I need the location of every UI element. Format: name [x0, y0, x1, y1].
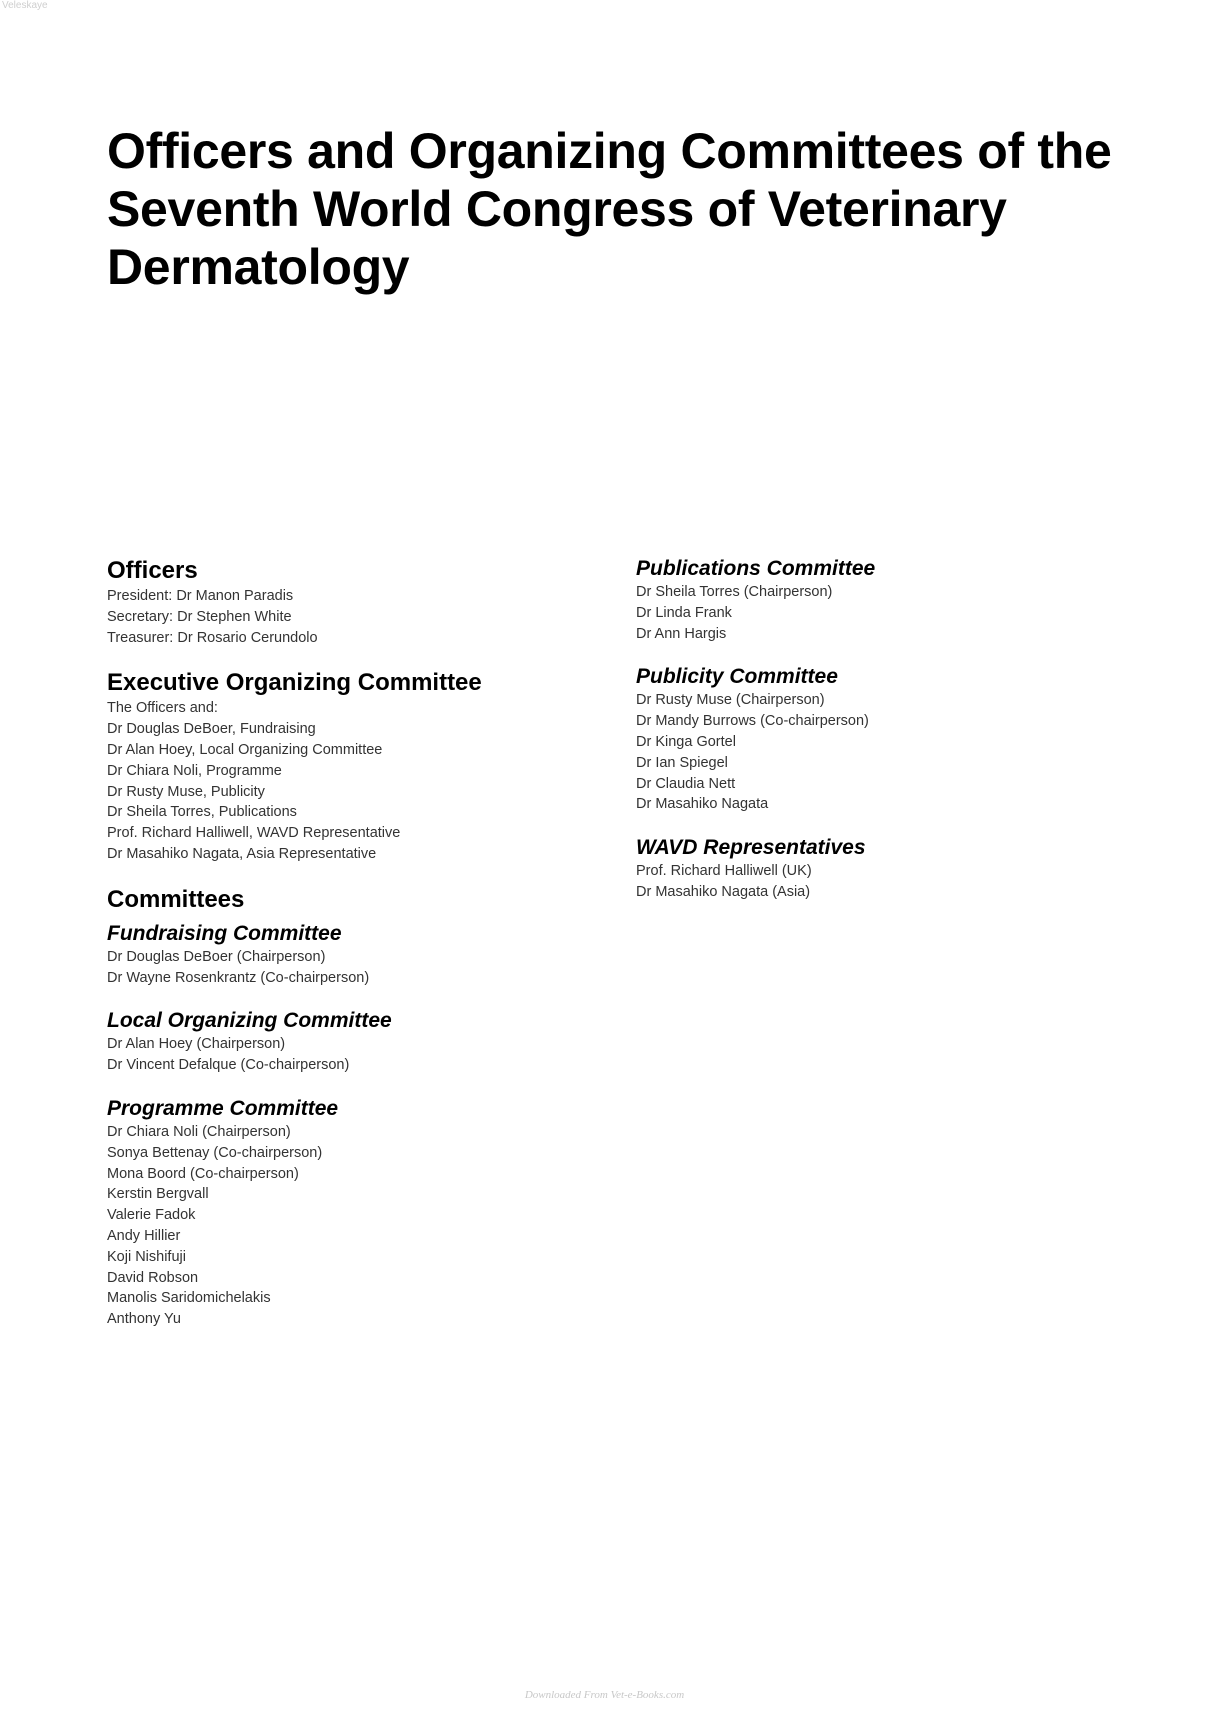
fundraising-committee-heading: Fundraising Committee: [107, 921, 342, 945]
executive-committee-heading: Executive Organizing Committee: [107, 669, 482, 697]
local-organizing-committee-heading: Local Organizing Committee: [107, 1009, 392, 1033]
list-item: Dr Masahiko Nagata: [636, 796, 769, 813]
list-item: Dr Douglas DeBoer (Chairperson): [107, 948, 326, 965]
list-item: Treasurer: Dr Rosario Cerundolo: [107, 629, 318, 646]
publicity-committee-section: [636, 664, 1156, 815]
list-item: Dr Douglas DeBoer, Fundraising: [107, 721, 316, 738]
programme-committee-heading: Programme Committee: [107, 1096, 339, 1120]
executive-committee-section: [107, 668, 627, 864]
list-item: Dr Rusty Muse, Publicity: [107, 783, 265, 800]
list-item: Secretary: Dr Stephen White: [107, 608, 292, 625]
list-item: Prof. Richard Halliwell, WAVD Representative: [107, 825, 401, 842]
list-item: Dr Masahiko Nagata (Asia): [636, 883, 811, 900]
publicity-committee-list: [636, 690, 1156, 815]
programme-committee-list: [107, 1122, 627, 1330]
list-item: Dr Chiara Noli (Chairperson): [107, 1123, 291, 1140]
list-item: Dr Linda Frank: [636, 604, 732, 621]
download-watermark: Downloaded From Vet-e-Books.com: [524, 1689, 685, 1701]
list-item: Andy Hillier: [107, 1227, 181, 1244]
list-item: Dr Vincent Defalque (Co-chairperson): [107, 1057, 350, 1074]
left-column: [107, 556, 627, 1350]
list-item: Anthony Yu: [107, 1311, 181, 1328]
officers-list: [107, 586, 627, 648]
publications-committee-heading: Publications Committee: [636, 557, 876, 580]
list-item: Dr Mandy Burrows (Co-chairperson): [636, 713, 869, 730]
fundraising-committee-list: [107, 947, 627, 989]
list-item: Dr Sheila Torres (Chairperson): [636, 584, 833, 600]
list-item: Dr Ian Spiegel: [636, 754, 728, 771]
publications-committee-section: [636, 556, 1156, 644]
wavd-representatives-heading: WAVD Representatives: [636, 836, 866, 860]
officers-section: [107, 556, 627, 648]
list-item: Koji Nishifuji: [107, 1248, 186, 1265]
officers-heading: Officers: [107, 557, 198, 584]
publicity-committee-heading: Publicity Committee: [636, 665, 838, 689]
list-item: Sonya Bettenay (Co-chairperson): [107, 1144, 323, 1161]
corner-watermark: Veleskaye: [2, 0, 48, 11]
wavd-representatives-section: [636, 835, 1156, 903]
programme-committee-section: [107, 1096, 627, 1330]
publications-committee-list: [636, 582, 1156, 644]
list-item: Dr Wayne Rosenkrantz (Co-chairperson): [107, 969, 370, 986]
local-organizing-committee-list: [107, 1034, 627, 1076]
list-item: Manolis Saridomichelakis: [107, 1290, 271, 1307]
fundraising-committee-section: [107, 921, 627, 989]
list-item: Dr Kinga Gortel: [636, 733, 736, 750]
list-item: The Officers and:: [107, 700, 218, 717]
list-item: Prof. Richard Halliwell (UK): [636, 863, 812, 880]
list-item: Dr Sheila Torres, Publications: [107, 804, 297, 821]
page-title: Officers and Organizing Committees of the Seventh World Congress of Veterinary Dermatology: [107, 123, 1112, 295]
list-item: Dr Ann Hargis: [636, 625, 727, 642]
wavd-representatives-list: [636, 861, 1156, 903]
list-item: President: Dr Manon Paradis: [107, 588, 294, 604]
list-item: Kerstin Bergvall: [107, 1186, 209, 1203]
list-item: Dr Claudia Nett: [636, 775, 736, 792]
list-item: Dr Masahiko Nagata, Asia Representative: [107, 845, 377, 862]
committees-heading: Committees: [107, 885, 245, 913]
list-item: Dr Alan Hoey (Chairperson): [107, 1036, 286, 1053]
list-item: Mona Boord (Co-chairperson): [107, 1165, 299, 1182]
list-item: Valerie Fadok: [107, 1207, 196, 1224]
executive-committee-list: [107, 698, 627, 864]
list-item: Dr Rusty Muse (Chairperson): [636, 692, 825, 709]
right-column: [636, 556, 1156, 923]
list-item: Dr Alan Hoey, Local Organizing Committee: [107, 741, 383, 758]
local-organizing-committee-section: [107, 1008, 627, 1076]
list-item: Dr Chiara Noli, Programme: [107, 762, 282, 779]
list-item: David Robson: [107, 1269, 199, 1286]
